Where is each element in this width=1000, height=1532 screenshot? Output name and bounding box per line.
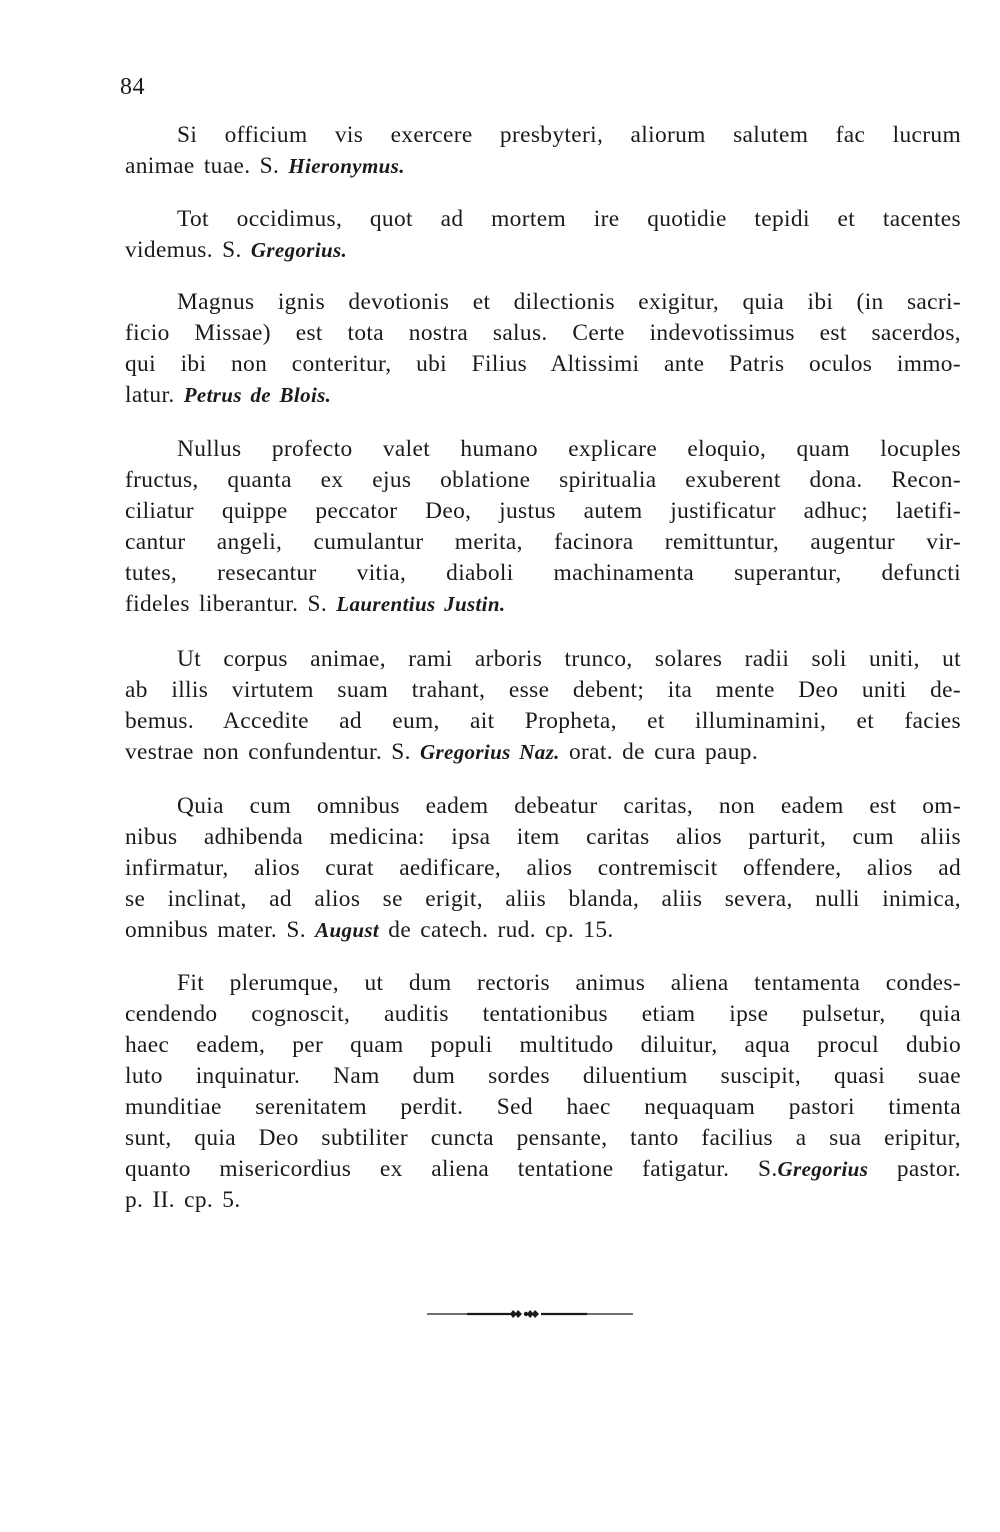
text-line-last [125, 589, 961, 620]
attribution-prefix: S. [307, 591, 328, 617]
text-line: tutes, resecantur vitia, diaboli machinamenta superantur, defuncti [125, 560, 961, 586]
text-line-with-attribution [125, 1154, 961, 1185]
text-line: sunt, quia Deo subtiliter cuncta pensante, tanto facilius a sua eripitur, [125, 1125, 961, 1151]
text-line: cantur angeli, cumulantur merita, facinora remittuntur, augentur vir- [125, 529, 961, 555]
text-line: p. II. cp. 5. [125, 1187, 241, 1213]
text-line-last [125, 235, 961, 266]
attribution-author: Gregorius. [250, 238, 348, 262]
attribution-prefix: S. [259, 153, 280, 179]
paragraph-4 [125, 434, 961, 620]
text-line: bemus. Accedite ad eum, ait Propheta, et illuminamini, et facies [125, 708, 961, 734]
text-line: omnibus mater. [125, 917, 278, 943]
text-line: Ut corpus animae, rami arboris trunco, solares radii soli uniti, ut [177, 646, 961, 672]
text-line: latur. [125, 382, 175, 408]
text-line-last [125, 915, 961, 946]
attribution-author: Gregorius Naz. [420, 740, 560, 764]
text-line: Tot occidimus, quot ad mortem ire quotidie tepidi et tacentes [177, 206, 961, 232]
text-line: nibus adhibenda medicina: ipsa item caritas alios parturit, cum aliis [125, 824, 961, 850]
text-line: Fit plerumque, ut dum rectoris animus aliena tentamenta condes- [177, 970, 961, 996]
text-line: vestrae non confundentur. [125, 739, 383, 765]
text-line: qui ibi non conteritur, ubi Filius Altissimi ante Patris oculos immo- [125, 351, 961, 377]
text-line: animae tuae. [125, 153, 251, 179]
paragraph-1 [125, 120, 961, 182]
attribution-suffix: pastor. [896, 1156, 961, 1182]
text-line: ficio Missae) est tota nostra salus. Certe indevotissimus est sacerdos, [125, 320, 961, 346]
text-line: cendendo cognoscit, auditis tentationibus etiam ipse pulsetur, quia [125, 1001, 961, 1027]
text-line: Quia cum omnibus eadem debeatur caritas, non eadem est om- [177, 793, 961, 819]
text-line-last [125, 737, 961, 768]
text-line: videmus. [125, 237, 213, 263]
page-number: 84 [120, 74, 145, 100]
ornament-divider-icon [427, 1304, 633, 1324]
text-line: ciliatur quippe peccator Deo, justus autem justificatur adhuc; laetifi- [125, 498, 961, 524]
paragraph-3 [125, 287, 961, 411]
attribution-suffix: de catech. rud. cp. 15. [388, 917, 614, 943]
text-line: ab illis virtutem suam trahant, esse debent; ita mente Deo uniti de- [125, 677, 961, 703]
text-line: quanto misericordius ex aliena tentatione fatigatur. [125, 1156, 730, 1182]
attribution-author: Gregorius [777, 1157, 869, 1181]
attribution-author: August [315, 918, 380, 942]
text-line: fructus, quanta ex ejus oblatione spiritualia exuberent dona. Recon- [125, 467, 961, 493]
attribution-prefix: S. [222, 237, 242, 263]
paragraph-5 [125, 644, 961, 768]
attribution-suffix: orat. de cura paup. [568, 739, 759, 765]
text-line: Si officium vis exercere presbyteri, aliorum salutem fac lucrum [177, 122, 961, 148]
attribution-author: Laurentius Justin. [336, 592, 506, 616]
paragraph-7 [125, 968, 961, 1216]
paragraph-2 [125, 204, 961, 266]
attribution-author: Hieronymus. [288, 154, 405, 178]
text-line: luto inquinatur. Nam dum sordes diluentium suscipit, quasi suae [125, 1063, 961, 1089]
text-line: munditiae serenitatem perdit. Sed haec nequaquam pastori timenta [125, 1094, 961, 1120]
text-line-last [125, 151, 961, 182]
text-line: haec eadem, per quam populi multitudo diluitur, aqua procul dubio [125, 1032, 961, 1058]
text-line: se inclinat, ad alios se erigit, aliis blanda, aliis severa, nulli inimica, [125, 886, 961, 912]
text-line-last [125, 380, 961, 411]
attribution-prefix: S. [286, 917, 306, 943]
paragraph-6 [125, 791, 961, 946]
text-line: Nullus profecto valet humano explicare eloquio, quam locuples [177, 436, 961, 462]
text-line: Magnus ignis devotionis et dilectionis exigitur, quia ibi (in sacri- [177, 289, 961, 315]
text-line: fideles liberantur. [125, 591, 299, 617]
attribution-prefix: S. [757, 1156, 778, 1182]
attribution-prefix: S. [391, 739, 411, 765]
attribution-author: Petrus de Blois. [183, 383, 332, 407]
text-line: infirmatur, alios curat aedificare, alios contremiscit offendere, alios ad [125, 855, 961, 881]
